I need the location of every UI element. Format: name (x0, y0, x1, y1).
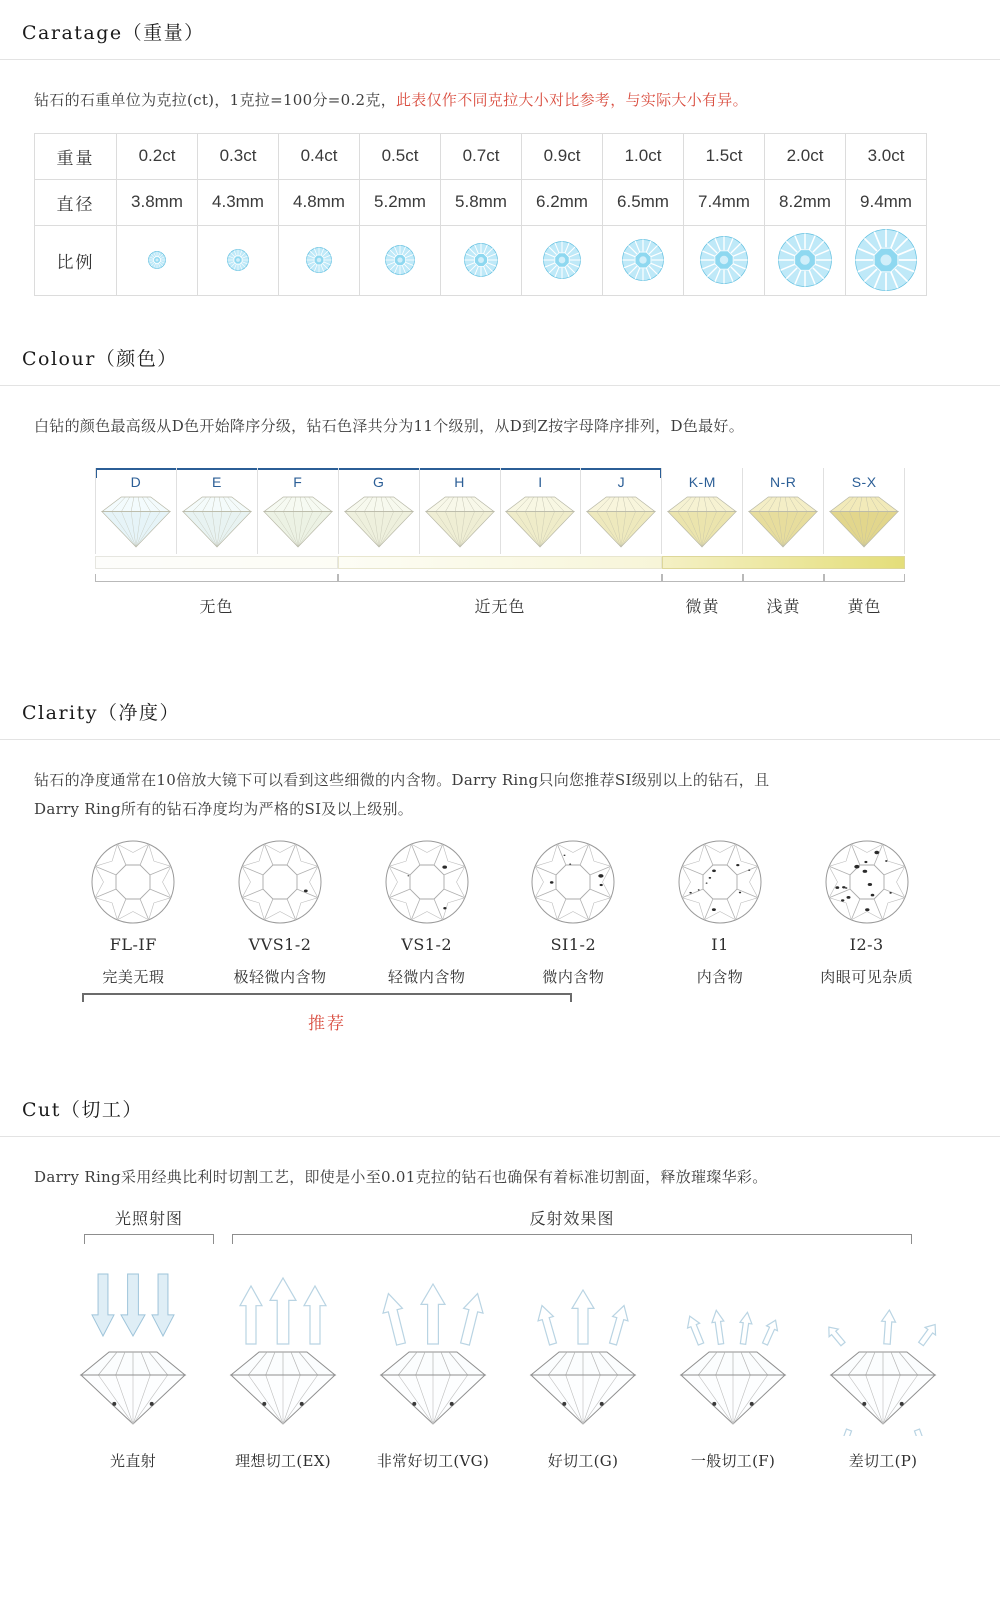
cut-chart (0, 1202, 1000, 1511)
clarity-chart (0, 833, 1000, 1077)
diamond-icon (148, 249, 166, 268)
colour-grade-label: H (454, 474, 465, 490)
diamond-side-icon (662, 492, 742, 554)
clarity-grade-row (60, 839, 940, 987)
clarity-diamond-icon (353, 839, 500, 925)
cell-diameter: 4.8mm (279, 179, 360, 225)
cut-diagram-icon (208, 1266, 358, 1436)
clarity-desc-line2: Darry Ring所有的钻石净度均为严格的SI及以上级别。 (34, 799, 414, 818)
cell-diameter: 3.8mm (117, 179, 198, 225)
clarity-item-i2-3 (793, 839, 940, 987)
diamond-side-icon (339, 492, 419, 554)
clarity-grade-name: VS1-2 (401, 935, 453, 954)
cut-grade-label: 差切工(P) (848, 1451, 918, 1470)
cut-diagram-icon (658, 1266, 808, 1436)
diamond-size-cell (765, 225, 846, 295)
diamond-size-cell (441, 225, 522, 295)
clarity-grade-desc: 微内含物 (542, 968, 605, 986)
diamond-size-cell (360, 225, 441, 295)
cut-item (808, 1266, 958, 1471)
cut-grade-label: 光直射 (110, 1451, 156, 1470)
cut-diagram-icon (808, 1266, 958, 1436)
clarity-grade-name: SI1-2 (550, 935, 597, 954)
cut-item (658, 1266, 808, 1471)
colour-grade-label: D (130, 474, 142, 490)
diamond-icon (543, 249, 581, 268)
colour-grade-label: I (538, 474, 543, 490)
colour-group-brace (338, 574, 662, 582)
section-title: Colour（颜色） (22, 347, 178, 370)
table-row-ratio (35, 225, 927, 295)
colour-grade-label: E (211, 474, 222, 490)
cut-diagram-icon (508, 1266, 658, 1436)
cut-label-light: 光照射图 (114, 1208, 183, 1228)
colour-grade-label: K-M (688, 474, 716, 490)
cut-diagram-icon (58, 1266, 208, 1436)
clarity-grade-desc: 轻微内含物 (387, 968, 466, 986)
diamond-icon (306, 249, 332, 268)
clarity-grade-desc: 极轻微内含物 (233, 968, 327, 986)
cut-item (208, 1266, 358, 1471)
cell-diameter: 6.2mm (522, 179, 603, 225)
cell-weight: 3.0ct (846, 133, 927, 179)
diamond-size-cell (684, 225, 765, 295)
cell-diameter: 8.2mm (765, 179, 846, 225)
diamond-side-icon (824, 492, 904, 554)
cell-diameter: 7.4mm (684, 179, 765, 225)
cell-weight: 0.7ct (441, 133, 522, 179)
colour-grade-D (95, 468, 176, 554)
row-label-weight: 重量 (35, 133, 117, 179)
diamond-icon (622, 249, 664, 268)
colour-group-brace (743, 574, 824, 582)
table-row-weight (35, 133, 927, 179)
clarity-desc-line1: 钻石的净度通常在10倍放大镜下可以看到这些细微的内含物。Darry Ring只向您推荐SI级别以上的钻石，且 (34, 771, 770, 789)
clarity-item-i1 (647, 839, 794, 987)
cell-diameter: 5.2mm (360, 179, 441, 225)
recommend-label: 推荐 (308, 1014, 346, 1034)
colour-group-label: 黄色 (847, 597, 882, 616)
colour-grade-label: N-R (770, 474, 797, 490)
colour-group-label: 微黄 (685, 597, 720, 616)
section-title: Clarity（净度） (22, 702, 180, 724)
diamond-icon (227, 249, 249, 268)
clarity-recommend-wrap (60, 987, 940, 1057)
diamond-size-cell (846, 225, 927, 295)
cell-weight: 0.2ct (117, 133, 198, 179)
cell-weight: 2.0ct (765, 133, 846, 179)
diamond-side-icon (581, 492, 661, 554)
clarity-item-fl-if (60, 839, 207, 987)
colour-grade-I (500, 468, 581, 554)
clarity-item-si1-2 (500, 839, 647, 987)
caratage-table (34, 133, 927, 296)
section-clarity (0, 680, 1000, 1077)
diamond-size-cell (117, 225, 198, 295)
cell-diameter: 5.8mm (441, 179, 522, 225)
section-heading-clarity (0, 680, 1000, 740)
colour-grade-S-X (823, 468, 905, 554)
clarity-description (0, 740, 1000, 833)
cell-weight: 1.5ct (684, 133, 765, 179)
table-row-diameter (35, 179, 927, 225)
diamond-icon (385, 249, 415, 268)
caratage-table-wrap (0, 125, 1000, 326)
colour-chart-inner (95, 468, 905, 624)
colour-description: 白钻的颜色最高级从D色开始降序分级，钻石色泽共分为11个级别，从D到Z按字母降序排列，D色最好。 (34, 416, 744, 435)
clarity-grade-name: I1 (711, 935, 729, 954)
diamond-icon (464, 249, 498, 268)
colour-group-brace (824, 574, 905, 582)
colour-grade-label: F (293, 474, 303, 490)
clarity-grade-name: FL-IF (109, 935, 157, 954)
colour-grade-label: J (617, 474, 626, 490)
cut-grade-label: 理想切工(EX) (235, 1451, 331, 1470)
row-label-diameter: 直径 (35, 179, 117, 225)
diamond-size-cell (279, 225, 360, 295)
caratage-desc-text: 钻石的石重单位为克拉(ct)，1克拉=100分=0.2克， (34, 91, 396, 109)
section-heading-caratage (0, 0, 1000, 60)
section-colour (0, 326, 1000, 681)
colour-group-label: 近无色 (474, 597, 526, 616)
cut-description: Darry Ring采用经典比利时切割工艺，即使是小至0.01克拉的钻石也确保有着标准切割面，释放璀璨华彩。 (34, 1168, 768, 1186)
cut-diagram-icon (358, 1266, 508, 1436)
cut-item (508, 1266, 658, 1471)
clarity-diamond-icon (207, 839, 354, 925)
colour-grade-J (580, 468, 661, 554)
cut-label-reflect: 反射效果图 (529, 1208, 615, 1228)
cut-item (358, 1266, 508, 1471)
caratage-desc-warning: 此表仅作不同克拉大小对比参考，与实际大小有异。 (396, 91, 748, 109)
diamond-side-icon (501, 492, 581, 554)
cut-grade-label: 非常好切工(VG) (376, 1451, 490, 1470)
colour-grade-N-R (742, 468, 823, 554)
section-heading-colour (0, 326, 1000, 386)
diamond-side-icon (96, 492, 176, 554)
clarity-diamond-icon (500, 839, 647, 925)
clarity-grade-name: I2-3 (849, 935, 884, 954)
cut-brace-reflect (232, 1234, 912, 1244)
diamond-size-cell (198, 225, 279, 295)
colour-group-labels (95, 572, 905, 624)
section-title: Caratage（重量） (22, 22, 205, 44)
row-label-ratio: 比例 (35, 225, 117, 295)
clarity-diamond-icon (793, 839, 940, 925)
diamond-icon (700, 249, 748, 268)
colour-gradient-bars (95, 556, 905, 572)
diamond-side-icon (420, 492, 500, 554)
recommend-brace (82, 993, 572, 1002)
section-heading-cut (0, 1077, 1000, 1137)
cell-weight: 1.0ct (603, 133, 684, 179)
colour-grade-row (95, 468, 905, 554)
cut-brace-light (84, 1234, 214, 1244)
diamond-side-icon (177, 492, 257, 554)
cell-weight: 0.5ct (360, 133, 441, 179)
cell-weight: 0.9ct (522, 133, 603, 179)
diamond-side-icon (258, 492, 338, 554)
colour-group-label: 无色 (199, 597, 234, 616)
diamond-size-cell (522, 225, 603, 295)
cell-weight: 0.4ct (279, 133, 360, 179)
cut-grade-row (58, 1266, 948, 1471)
diamond-size-cell (603, 225, 684, 295)
clarity-item-vvs1-2 (207, 839, 354, 987)
section-caratage (0, 0, 1000, 326)
clarity-grade-desc: 完美无瑕 (102, 968, 165, 986)
colour-bar-tinted (662, 556, 905, 569)
diamond-icon (855, 249, 917, 268)
cut-item (58, 1266, 208, 1471)
diamond-side-icon (743, 492, 823, 554)
section-title: Cut（切工） (22, 1099, 143, 1121)
cut-grade-label: 一般切工(F) (690, 1451, 776, 1470)
cut-grade-label: 好切工(G) (547, 1451, 619, 1470)
diamond-icon (778, 249, 832, 268)
colour-bar-near-colorless (338, 556, 662, 569)
colour-group-brace (662, 574, 743, 582)
colour-grade-label: S-X (851, 474, 877, 490)
clarity-diamond-icon (60, 839, 207, 925)
clarity-diamond-icon (647, 839, 794, 925)
colour-grade-K-M (661, 468, 742, 554)
cut-brace-row (62, 1206, 942, 1266)
section-cut (0, 1077, 1000, 1511)
clarity-grade-desc: 内含物 (696, 968, 744, 986)
colour-grade-H (419, 468, 500, 554)
colour-group-brace (95, 574, 338, 582)
caratage-description (0, 60, 1000, 125)
colour-chart (0, 450, 1000, 680)
clarity-item-vs1-2 (353, 839, 500, 987)
colour-group-label: 浅黄 (766, 597, 801, 616)
clarity-grade-desc: 肉眼可见杂质 (820, 968, 914, 986)
cell-diameter: 9.4mm (846, 179, 927, 225)
colour-grade-label: G (372, 474, 385, 490)
colour-bar-colorless (95, 556, 338, 569)
cell-diameter: 4.3mm (198, 179, 279, 225)
colour-grade-G (338, 468, 419, 554)
clarity-grade-name: VVS1-2 (248, 935, 312, 954)
cell-weight: 0.3ct (198, 133, 279, 179)
cell-diameter: 6.5mm (603, 179, 684, 225)
colour-grade-E (176, 468, 257, 554)
colour-grade-F (257, 468, 338, 554)
